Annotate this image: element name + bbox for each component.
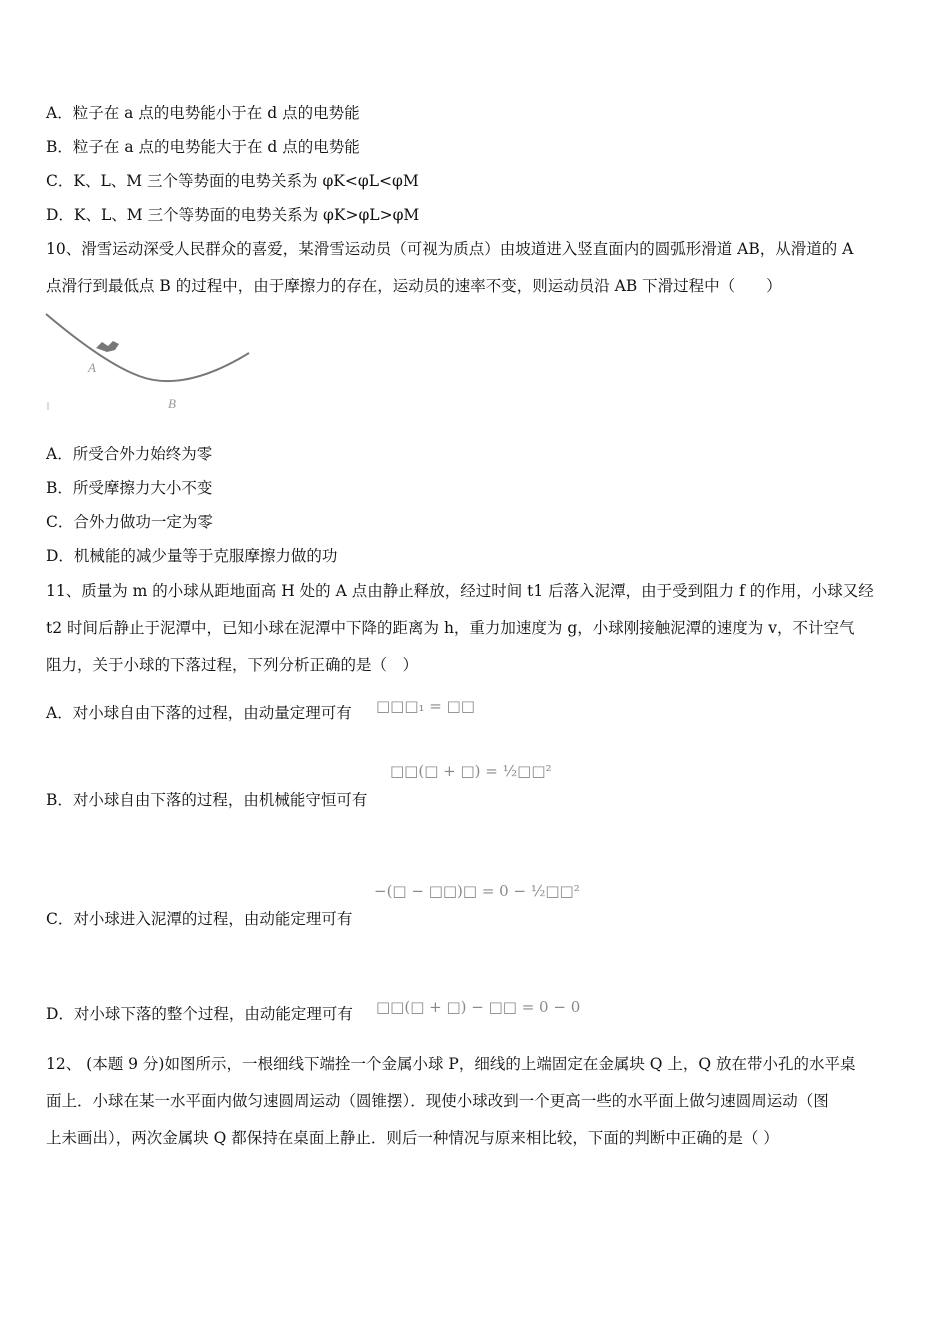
q10-stem-line2: 点滑行到最低点 B 的过程中，由于摩擦力的存在，运动员的速率不变，则运动员沿 AB 下滑过程中（ ） [46,277,782,295]
q11-stem-line3: 阻力，关于小球的下落过程，下列分析正确的是（ ） [46,656,419,674]
ski-slope-figure [44,308,259,418]
q11-stem-line2: t2 时间后静止于泥潭中，已知小球在泥潭中下降的距离为 h，重力加速度为 g，小球刚接触泥潭的速度为 v，不计空气 [46,619,855,637]
q11-formula-d: □□(□ + □) − □□ = 0 − 0 [376,998,581,1016]
q11-option-a: A．对小球自由下落的过程，由动量定理可有 [46,704,352,722]
q10-option-d: D．机械能的减少量等于克服摩擦力做的功 [46,547,338,565]
q11-option-b: B．对小球自由下落的过程，由机械能守恒可有 [46,791,368,809]
q9-option-c: C．K、L、M 三个等势面的电势关系为 φK<φL<φM [46,172,419,190]
q11-option-c: C．对小球进入泥潭的过程，由动能定理可有 [46,910,353,928]
label-b: B [168,396,176,411]
arc-track-diagram [44,308,259,418]
skier-icon [96,341,119,352]
q9-option-d: D．K、L、M 三个等势面的电势关系为 φK>φL>φM [46,206,420,224]
q10-stem-line1: 10、滑雪运动深受人民群众的喜爱，某滑雪运动员（可视为质点）由坡道进入竖直面内的圆弧形滑道 AB，从滑道的 A [46,240,854,258]
q11-option-d: D．对小球下落的整个过程，由动能定理可有 [46,1005,353,1023]
q9-option-b: B．粒子在 a 点的电势能大于在 d 点的电势能 [46,138,360,156]
q11-formula-c: −(□ − □□)□ = 0 − ½□□² [374,882,580,900]
q9-option-a: A．粒子在 a 点的电势能小于在 d 点的电势能 [46,104,360,122]
q11-stem-line1: 11、质量为 m 的小球从距地面高 H 处的 A 点由静止释放，经过时间 t1 后落入泥潭，由于受到阻力 f 的作用，小球又经 [46,582,874,600]
arc-path [46,314,249,381]
q12-stem-line2: 面上．小球在某一水平面内做匀速圆周运动（圆锥摆）．现使小球改到一个更高一些的水平面上做匀速圆周运动（图 [46,1092,829,1110]
q10-option-a: A．所受合外力始终为零 [46,445,213,463]
q12-stem-line1: 12、 (本题 9 分)如图所示，一根细线下端拴一个金属小球 P，细线的上端固定在金属块 Q 上，Q 放在带小孔的水平桌 [46,1055,856,1073]
q11-formula-b: □□(□ + □) = ½□□² [390,762,552,780]
q10-option-c: C．合外力做功一定为零 [46,513,213,531]
q10-option-b: B．所受摩擦力大小不变 [46,479,213,497]
q12-stem-line3: 上未画出），两次金属块 Q 都保持在桌面上静止．则后一种情况与原来相比较，下面的判断中正确的是（ ） [46,1129,779,1147]
label-a: A [88,360,96,375]
q11-formula-a: □□□₁ = □□ [376,697,475,715]
